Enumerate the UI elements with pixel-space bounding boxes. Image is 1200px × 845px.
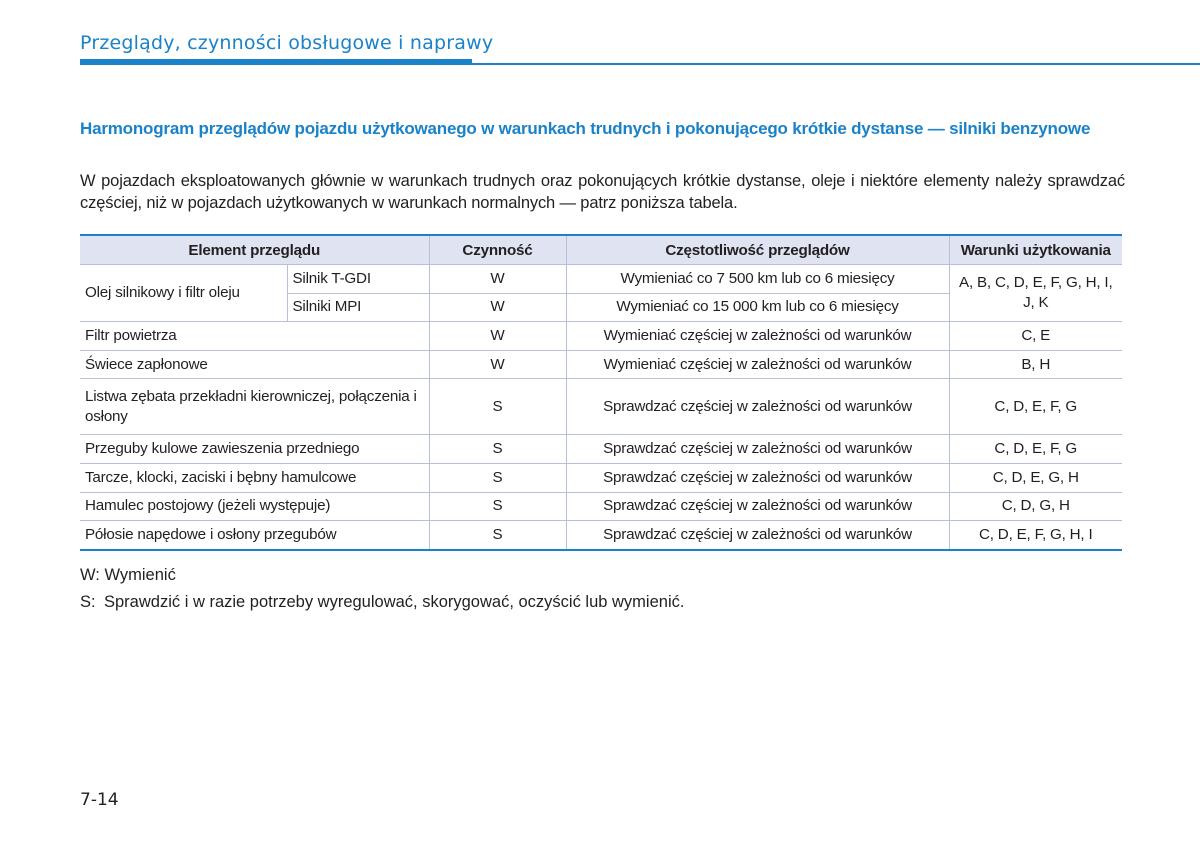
conditions-cell: C, D, E, G, H bbox=[949, 463, 1122, 492]
action-cell: S bbox=[429, 521, 566, 550]
conditions-cell: A, B, C, D, E, F, G, H, I, J, K bbox=[949, 265, 1122, 322]
header-conditions: Warunki użytkowania bbox=[949, 235, 1122, 265]
header-action: Czynność bbox=[429, 235, 566, 265]
legend-text: Wymienić bbox=[104, 566, 176, 584]
conditions-cell: C, D, G, H bbox=[949, 492, 1122, 521]
action-cell: W bbox=[429, 350, 566, 379]
frequency-cell: Sprawdzać częściej w zależności od warunków bbox=[566, 521, 949, 550]
frequency-cell: Wymieniać co 7 500 km lub co 6 miesięcy bbox=[566, 265, 949, 294]
item-cell: Półosie napędowe i osłony przegubów bbox=[80, 521, 429, 550]
table-row bbox=[80, 435, 1122, 464]
legend-item-replace bbox=[80, 566, 176, 585]
table-row bbox=[80, 379, 1122, 435]
table-row bbox=[80, 492, 1122, 521]
action-cell: S bbox=[429, 463, 566, 492]
legend-text: Sprawdzić i w razie potrzeby wyregulować, skorygować, oczyścić lub wymienić. bbox=[104, 593, 685, 611]
frequency-cell: Sprawdzać częściej w zależności od warunków bbox=[566, 379, 949, 435]
header-element: Element przeglądu bbox=[80, 235, 429, 265]
table-row bbox=[80, 265, 1122, 294]
legend-key: S: bbox=[80, 593, 96, 611]
table-row bbox=[80, 322, 1122, 351]
item-cell: Hamulec postojowy (jeżeli występuje) bbox=[80, 492, 429, 521]
maintenance-schedule-table bbox=[80, 234, 1122, 551]
conditions-cell: B, H bbox=[949, 350, 1122, 379]
item-cell: Przeguby kulowe zawieszenia przedniego bbox=[80, 435, 429, 464]
page-number: 7-14 bbox=[80, 790, 119, 810]
conditions-cell: C, D, E, F, G bbox=[949, 379, 1122, 435]
intro-paragraph: W pojazdach eksploatowanych głównie w warunkach trudnych oraz pokonujących krótkie dystanse, oleje i niektóre elementy należy sprawdzać częściej, niż w pojazdach użytkowanych w warunkach normalnych — patrz poniższa tabela. bbox=[80, 172, 1125, 212]
conditions-cell: C, E bbox=[949, 322, 1122, 351]
action-cell: W bbox=[429, 322, 566, 351]
section-title: Harmonogram przeglądów pojazdu użytkowanego w warunkach trudnych i pokonującego krótkie dystanse — silniki benzynowe bbox=[80, 119, 1091, 138]
engine-cell: Silniki MPI bbox=[287, 293, 429, 322]
legend-key: W: bbox=[80, 566, 100, 584]
conditions-cell: C, D, E, F, G bbox=[949, 435, 1122, 464]
frequency-cell: Wymieniać częściej w zależności od warunków bbox=[566, 322, 949, 351]
conditions-cell: C, D, E, F, G, H, I bbox=[949, 521, 1122, 550]
frequency-cell: Wymieniać co 15 000 km lub co 6 miesięcy bbox=[566, 293, 949, 322]
header-frequency: Częstotliwość przeglądów bbox=[566, 235, 949, 265]
frequency-cell: Sprawdzać częściej w zależności od warunków bbox=[566, 492, 949, 521]
header-rule-accent bbox=[80, 59, 472, 65]
engine-cell: Silnik T-GDI bbox=[287, 265, 429, 294]
item-cell: Tarcze, klocki, zaciski i bębny hamulcowe bbox=[80, 463, 429, 492]
legend-item-inspect bbox=[80, 593, 684, 612]
action-cell: S bbox=[429, 492, 566, 521]
page-header-title: Przeglądy, czynności obsługowe i naprawy bbox=[80, 32, 494, 54]
frequency-cell: Sprawdzać częściej w zależności od warunków bbox=[566, 435, 949, 464]
table-row bbox=[80, 521, 1122, 550]
table-row bbox=[80, 463, 1122, 492]
action-cell: S bbox=[429, 379, 566, 435]
table-row bbox=[80, 350, 1122, 379]
frequency-cell: Wymieniać częściej w zależności od warunków bbox=[566, 350, 949, 379]
item-cell: Listwa zębata przekładni kierowniczej, połączenia i osłony bbox=[80, 379, 429, 435]
action-cell: W bbox=[429, 265, 566, 294]
frequency-cell: Sprawdzać częściej w zależności od warunków bbox=[566, 463, 949, 492]
action-cell: S bbox=[429, 435, 566, 464]
action-cell: W bbox=[429, 293, 566, 322]
table-header-row bbox=[80, 235, 1122, 265]
item-cell: Olej silnikowy i filtr oleju bbox=[80, 265, 287, 322]
item-cell: Świece zapłonowe bbox=[80, 350, 429, 379]
item-cell: Filtr powietrza bbox=[80, 322, 429, 351]
